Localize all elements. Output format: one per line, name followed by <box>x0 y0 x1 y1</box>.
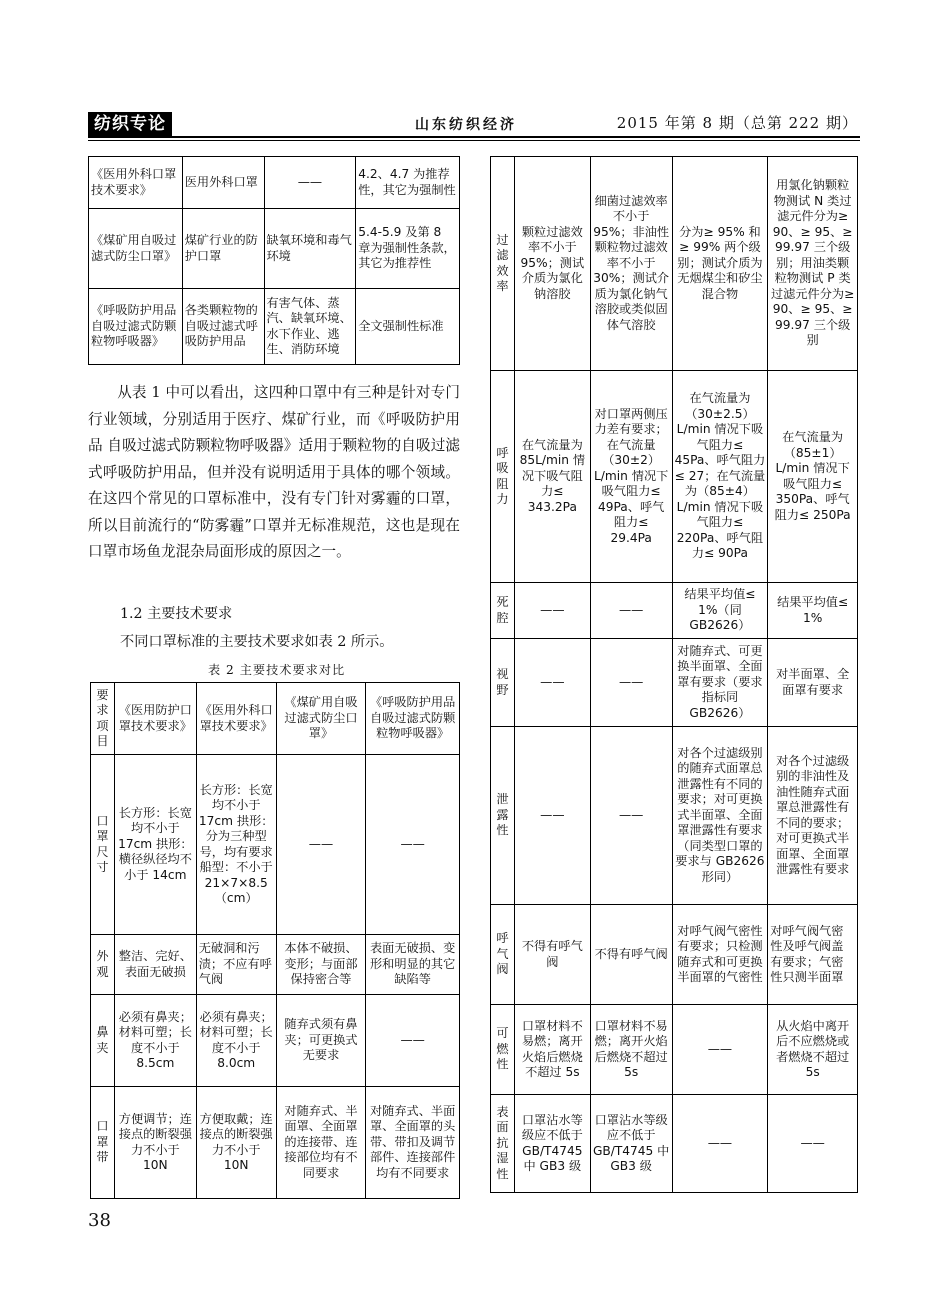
table-header-cell: 《医用防护口罩技术要求》 <box>114 683 196 755</box>
journal-title: 山东纺织经济 <box>415 117 517 133</box>
table-cell: —— <box>672 1095 768 1193</box>
table-cell: 有害气体、蒸汽、缺氧环境、水下作业、逃生、消防环境 <box>264 289 356 365</box>
table-cell: 必须有鼻夹；材料可塑；长度不小于 8.5cm <box>114 995 196 1087</box>
table-cell: 长方形：长宽均不小于 17cm 拱形：横径纵径均不小于 14cm <box>114 755 196 935</box>
table-cell: 《煤矿用自吸过滤式防尘口罩》 <box>89 209 183 289</box>
table-cell: 从火焰中离开后不应燃烧或者燃烧不超过 5s <box>768 1005 858 1095</box>
table-cell: —— <box>366 995 460 1087</box>
table-row <box>491 727 858 905</box>
table-cell: 过滤效率 <box>491 157 515 371</box>
table-cell: 煤矿行业的防护口罩 <box>182 209 264 289</box>
table-cell: —— <box>768 1095 858 1193</box>
table-1 <box>88 156 460 365</box>
table-cell: 对随弃式、半面罩、全面罩的头带、带扣及调节部件、连接部件均有不同要求 <box>366 1087 460 1199</box>
table-cell: 对随弃式、可更换半面罩、全面罩有要求（要求指标同 GB2626） <box>672 639 768 727</box>
table-cell: 表面无破损、变形和明显的其它缺陷等 <box>366 935 460 995</box>
table-row <box>491 1005 858 1095</box>
table-row <box>491 583 858 639</box>
table-2-caption: 表 2 主要技术要求对比 <box>208 663 346 677</box>
table-cell: 分为≥ 95% 和≥ 99% 两个级别；测试介质为无烟煤尘和矽尘混合物 <box>672 157 768 371</box>
table-header-cell: 《呼吸防护用品 自吸过滤式防颗粒物呼吸器》 <box>366 683 460 755</box>
table-cell: 4.2、4.7 为推荐性，其它为强制性 <box>356 157 460 209</box>
table-cell: —— <box>672 1005 768 1095</box>
table-row <box>89 289 460 365</box>
table-row <box>91 935 460 995</box>
table-header-cell: 要求项目 <box>91 683 115 755</box>
table-cell: 颗粒过滤效率不小于 95%；测试介质为氯化钠溶胶 <box>514 157 590 371</box>
table-cell: 随弃式须有鼻夹；可更换式无要求 <box>276 995 366 1087</box>
table-cell: 全文强制性标准 <box>356 289 460 365</box>
table-cell: 鼻夹 <box>91 995 115 1087</box>
table-cell: 整洁、完好、表面无破损 <box>114 935 196 995</box>
table-cell: 呼吸阻力 <box>491 371 515 583</box>
table-cell: 口罩带 <box>91 1087 115 1199</box>
table-cell: 结果平均值≤ 1% <box>768 583 858 639</box>
table-row <box>91 755 460 935</box>
table-row <box>491 1095 858 1193</box>
table-cell: 外观 <box>91 935 115 995</box>
table-cell: 口罩材料不易燃；离开火焰后燃烧不超过 5s <box>590 1005 672 1095</box>
table-cell: 用氯化钠颗粒物测试 N 类过滤元件分为≥ 90、≥ 95、≥ 99.97 三个级别；用油类颗粒物测试 P 类过滤元件分为≥ 90、≥ 95、≥ 99.97 三个级别 <box>768 157 858 371</box>
table-2-right <box>490 156 858 1193</box>
table-cell: —— <box>514 727 590 905</box>
table-cell: 必须有鼻夹；材料可塑；长度不小于 8.0cm <box>196 995 276 1087</box>
table-cell: —— <box>590 639 672 727</box>
table-cell: 口罩沾水等级应不低于 GB/T4745 中 GB3 级 <box>590 1095 672 1193</box>
table-cell: 长方形：长宽均不小于 17cm 拱形：分为三种型号，均有要求 船型：不小于 21×7×8.5（cm） <box>196 755 276 935</box>
table-cell: 对口罩两侧压力差有要求；在气流量（30±2）L/min 情况下吸气阻力≤ 49Pa、呼气阻力≤ 29.4Pa <box>590 371 672 583</box>
section-label: 纺织专论 <box>88 112 172 136</box>
table-cell: 方便调节；连接点的断裂强力不小于 10N <box>114 1087 196 1199</box>
table-cell: 缺氧环境和毒气环境 <box>264 209 356 289</box>
page-number: 38 <box>88 1210 111 1231</box>
table-cell: —— <box>590 727 672 905</box>
table-cell: 本体不破损、变形；与面部保持密合等 <box>276 935 366 995</box>
table-cell: 对半面罩、全面罩有要求 <box>768 639 858 727</box>
table-cell: 口罩尺寸 <box>91 755 115 935</box>
body-paragraph <box>88 380 460 566</box>
intro-line: 不同口罩标准的主要技术要求如表 2 所示。 <box>120 634 394 650</box>
table-cell: —— <box>514 583 590 639</box>
issue-info: 2015 年第 8 期（总第 222 期） <box>616 114 858 132</box>
table-cell: 医用外科口罩 <box>182 157 264 209</box>
table-cell: 5.4-5.9 及第 8 章为强制性条款，其它为推荐性 <box>356 209 460 289</box>
table-cell: 表面抗湿性 <box>491 1095 515 1193</box>
table-header-cell: 《医用外科口罩技术要求》 <box>196 683 276 755</box>
table-cell: 方便取戴；连接点的断裂强力不小于 10N <box>196 1087 276 1199</box>
table-cell: 在气流量为（30±2.5）L/min 情况下吸气阻力≤ 45Pa、呼气阻力≤ 27；在气流量为（85±4）L/min 情况下吸气阻力≤ 220Pa、呼气阻力≤ 90Pa <box>672 371 768 583</box>
table-row <box>91 995 460 1087</box>
paragraph-text: 从表 1 中可以看出，这四种口罩中有三种是针对专门行业领域，分别适用于医疗、煤矿行业，而《呼吸防护用品 自吸过滤式防颗粒物呼吸器》适用于颗粒物的自吸过滤式呼吸防护用品，但并没有说明适用于具体的哪个领域。在这四个常见的口罩标准中，没有专门针对雾霾的口罩，所以目前流行的“防雾霾”口罩并无标准规范，这也是现在口罩市场鱼龙混杂局面形成的原因之一。 <box>88 384 460 560</box>
table-cell: 对各个过滤级别的随弃式面罩总泄露性有不同的要求；对可更换式半面罩、全面罩泄露性有要求（同类型口罩的要求与 GB2626 形同） <box>672 727 768 905</box>
table-cell: 对呼气阀气密性及呼气阀盖有要求；气密性只测半面罩 <box>768 905 858 1005</box>
table-cell: 视野 <box>491 639 515 727</box>
table-row <box>491 157 858 371</box>
table-cell: 泄露性 <box>491 727 515 905</box>
table-2-left <box>90 682 460 1199</box>
table-row <box>491 639 858 727</box>
table-cell: —— <box>264 157 356 209</box>
table-cell: 死腔 <box>491 583 515 639</box>
table-cell: 各类颗粒物的自吸过滤式呼吸防护用品 <box>182 289 264 365</box>
table-row <box>491 905 858 1005</box>
table-cell: 口罩沾水等级应不低于 GB/T4745 中 GB3 级 <box>514 1095 590 1193</box>
table-row <box>491 371 858 583</box>
table-cell: 可燃性 <box>491 1005 515 1095</box>
table-cell: 在气流量为 85L/min 情况下吸气阻力≤ 343.2Pa <box>514 371 590 583</box>
table-cell: 《医用外科口罩技术要求》 <box>89 157 183 209</box>
table-cell: 对各个过滤级别的非油性及油性随弃式面罩总泄露性有不同的要求；对可更换式半面罩、全面罩泄露性有要求 <box>768 727 858 905</box>
table-cell: —— <box>366 755 460 935</box>
table-header-cell: 《煤矿用自吸过滤式防尘口罩》 <box>276 683 366 755</box>
table-cell: —— <box>590 583 672 639</box>
header-rule <box>88 136 860 138</box>
table-cell: 细菌过滤效率不小于 95%；非油性颗粒物过滤效率不小于 30%；测试介质为氯化钠气溶胶或类似固体气溶胶 <box>590 157 672 371</box>
table-cell: 不得有呼气阀 <box>590 905 672 1005</box>
header-rule-thin <box>88 140 860 141</box>
table-cell: —— <box>276 755 366 935</box>
subheading: 1.2 主要技术要求 <box>120 606 233 622</box>
table-cell: 在气流量为（85±1）L/min 情况下吸气阻力≤ 350Pa、呼气阻力≤ 250Pa <box>768 371 858 583</box>
table-cell: 无破洞和污渍；不应有呼气阀 <box>196 935 276 995</box>
table-cell: 不得有呼气阀 <box>514 905 590 1005</box>
table-header-row <box>91 683 460 755</box>
table-cell: 呼气阀 <box>491 905 515 1005</box>
table-cell: 《呼吸防护用品 自吸过滤式防颗粒物呼吸器》 <box>89 289 183 365</box>
table-row <box>89 209 460 289</box>
table-row <box>91 1087 460 1199</box>
table-cell: 结果平均值≤ 1%（同 GB2626） <box>672 583 768 639</box>
table-cell: 对呼气阀气密性有要求；只检测随弃式和可更换半面罩的气密性 <box>672 905 768 1005</box>
table-cell: 口罩材料不易燃；离开火焰后燃烧不超过 5s <box>514 1005 590 1095</box>
table-cell: 对随弃式、半面罩、全面罩的连接带、连接部位均有不同要求 <box>276 1087 366 1199</box>
table-row <box>89 157 460 209</box>
table-cell: —— <box>514 639 590 727</box>
